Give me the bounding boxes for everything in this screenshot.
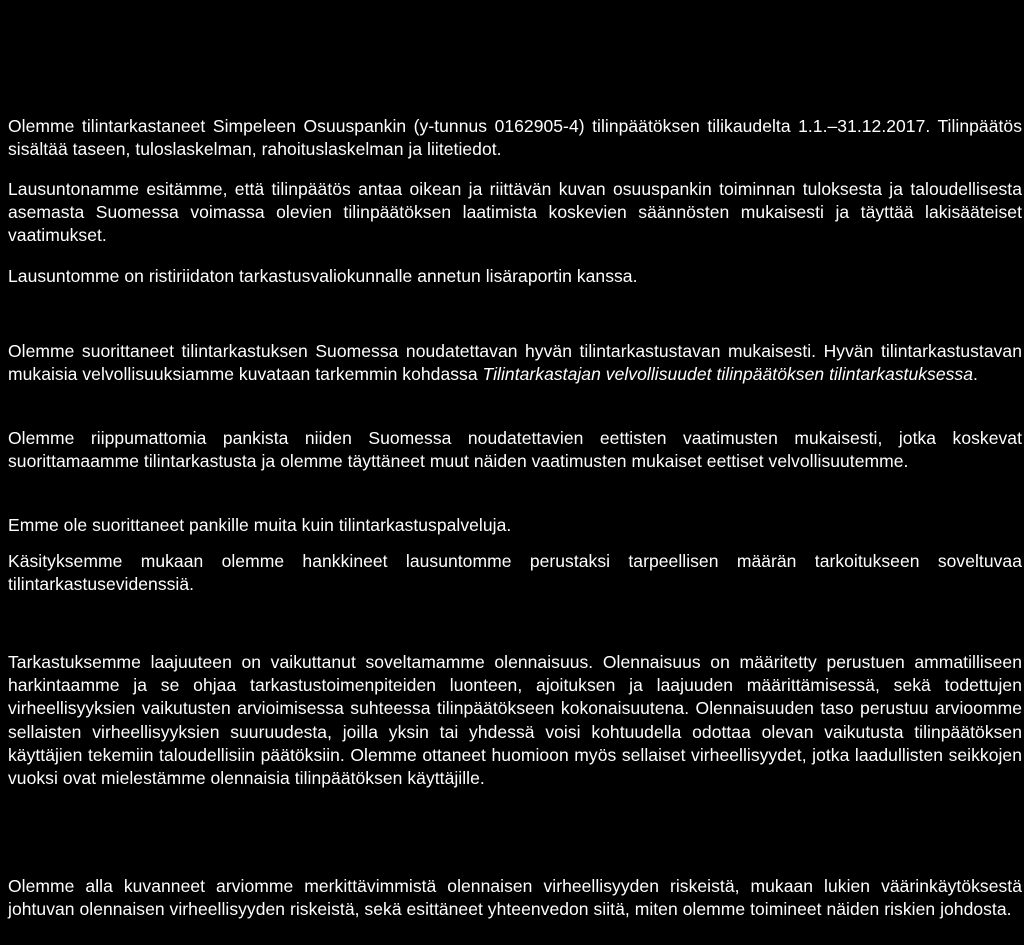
paragraph-audit-opinion: Lausuntonamme esitämme, että tilinpäätös antaa oikean ja riittävän kuvan osuuspankin toiminnan tuloksesta ja taloudellisesta asemasta Suomessa voimassa olevien tilinpäätöksen laatimista koskevien säännösten mukaisesti ja täyttää lakisääteiset vaatimukset. xyxy=(8,179,1022,246)
section-reference-italic: Tilintarkastajan velvollisuudet tilinpäätöksen tilintarkastuksessa xyxy=(482,364,974,385)
paragraph-non-audit-services: Emme ole suorittaneet pankille muita kuin tilintarkastuspalveluja. xyxy=(8,515,512,535)
paragraph-basis-for-opinion xyxy=(8,340,1022,386)
paragraph-audit-committee-consistency: Lausuntomme on ristiriidaton tarkastusvaliokunnalle annetun lisäraportin kanssa. xyxy=(8,266,638,286)
paragraph-materiality: Tarkastuksemme laajuuteen on vaikuttanut soveltamamme olennaisuus. Olennaisuus on määritetty perustuen ammatilliseen harkintaamme ja se ohjaa tarkastustoimenpiteiden luonteen, ajoituksen ja laajuuden määrittämisessä, sekä todettujen virheellisyyksien vaikutusten arvioimisessa suhteessa tilinpäätökseen kokonaisuutena. Olennaisuuden taso perustuu arvioomme sellaisten virheellisyyksien suuruudesta, joilla yksin tai yhdessä voisi kohtuudella odottaa olevan vaikutusta tilinpäätöksen käyttäjien tekemiin taloudellisiin päätöksiin. Olemme ottaneet huomioon myös sellaiset virheellisyydet, jotka laadullisten seikkojen vuoksi ovat mielestämme olennaisia tilinpäätöksen käyttäjille. xyxy=(8,652,1022,789)
basis-text-end: . xyxy=(973,364,978,385)
paragraph-key-audit-matters: Olemme alla kuvanneet arviomme merkittävimmistä olennaisen virheellisyyden riskeistä, mukaan lukien väärinkäytöksestä johtuvan olennaisen virheellisyyden riskeistä, sekä esittäneet yhteenvedon siitä, miten olemme toimineet näiden riskien johdosta. xyxy=(8,876,1022,920)
basis-text: Olemme suorittaneet tilintarkastuksen Suomessa noudatettavan hyvän tilintarkastustavan mukaisesti. Hyvän tilintarkastustavan mukaisia velvollisuuksiamme kuvataan tarkemmin kohdassa xyxy=(8,341,1022,385)
paragraph-audit-evidence: Käsityksemme mukaan olemme hankkineet lausuntomme perustaksi tarpeellisen määrän tarkoitukseen soveltuvaa tilintarkastusevidenssiä. xyxy=(8,551,1022,595)
paragraph-independence: Olemme riippumattomia pankista niiden Suomessa noudatettavien eettisten vaatimusten mukaisesti, jotka koskevat suorittamaamme tilintarkastusta ja olemme täyttäneet muut näiden vaatimusten mukaiset eettiset velvollisuutemme. xyxy=(8,428,1022,472)
paragraph-audit-scope: Olemme tilintarkastaneet Simpeleen Osuuspankin (y-tunnus 0162905-4) tilinpäätöksen tilikaudelta 1.1.–31.12.2017. Tilinpäätös sisältää taseen, tuloslaskelman, rahoituslaskelman ja liitetiedot. xyxy=(8,116,1022,160)
